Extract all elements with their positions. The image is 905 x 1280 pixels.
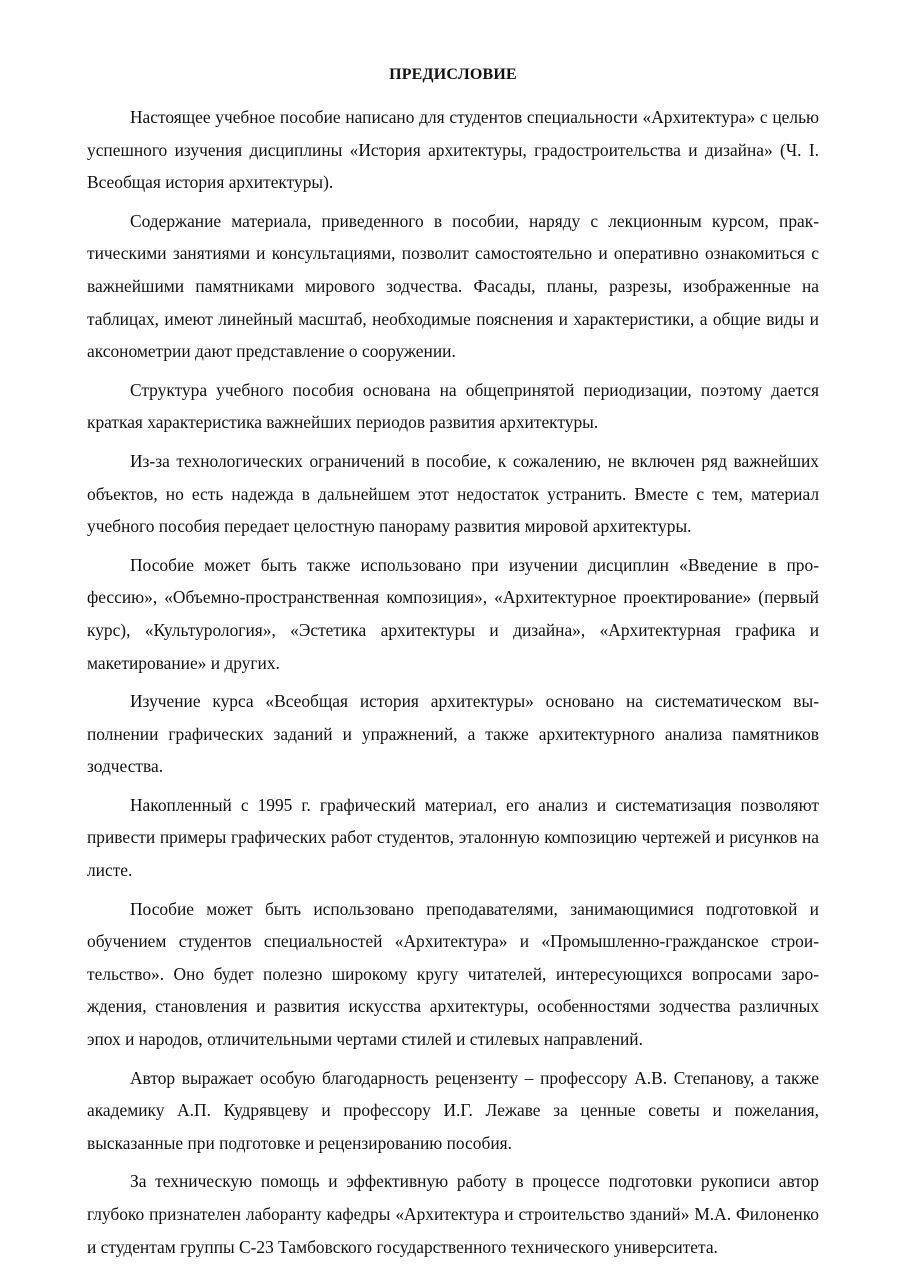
paragraph-other-disciplines: Пособие может быть также использовано при изучении дисциплин «Введение в профессию», «Объемно-пространственная композиция», «Архитектурное проектирование» (первый курс), «Культурология», «Эстетика архитектуры и дизайна», «Архитектурная графика и макетирование» и других. (87, 554, 819, 673)
page-title: ПРЕДИСЛОВИЕ (389, 66, 517, 83)
paragraph-structure: Структура учебного пособия основана на общепринятой периодизации, поэтому дается краткая характеристика важнейших периодов развития архитектуры. (87, 379, 819, 433)
paragraph-graphic-material: Накопленный с 1995 г. графический материал, его анализ и систематизация позволяют привести примеры графических работ студентов, эталонную композицию чертежей и рисунков на листе. (87, 794, 819, 881)
paragraph-audience: Пособие может быть использовано преподавателями, занимающимися подготовкой и обучением студентов специальностей «Архитектура» и «Промышленно-гражданское строительство». Оно будет полезно широкому кругу читателей, интересующихся вопросами зарождения, становления и развития искусства архитектуры, особенностями зодчества различных эпох и народов, отличительными чертами стилей и стилевых направлений. (87, 898, 819, 1050)
paragraph-course-study: Изучение курса «Всеобщая история архитектуры» основано на систематическом выполнении графических заданий и упражнений, а также архитектурного анализа памятников зодчества. (87, 691, 819, 777)
paragraph-acknowledgements-reviewers: Автор выражает особую благодарность рецензенту – профессору А.В. Степанову, а также академику А.П. Кудрявцеву и профессору И.Г. Лежаве за ценные советы и пожелания, высказанные при подготовке и рецензированию пособия. (87, 1067, 819, 1153)
paragraph-limitations: Из-за технологических ограничений в пособие, к сожалению, не включен ряд важнейших объектов, но есть надежда в дальнейшем этот недостаток устранить. Вместе с тем, материал учебного пособия передает целостную панораму развития мировой архитектуры. (87, 450, 819, 537)
paragraph-acknowledgements-technical: За техническую помощь и эффективную работу в процессе подготовки рукописи автор глубоко признателен лаборанту кафедры «Архитектура и строительство зданий» М.А. Филоненко и студентам группы С-23 Тамбовского государственного технического университета. (87, 1171, 819, 1257)
paragraph-purpose: Настоящее учебное пособие написано для студентов специальности «Архитектура» с целью успешного изучения дисциплины «История архитектуры, градостроительства и дизайна» (Ч. I. Всеобщая история архитектуры). (87, 107, 819, 193)
paragraph-content: Содержание материала, приведенного в пособии, наряду с лекционным курсом, практическими занятиями и консультациями, позволит самостоятельно и оперативно ознакомиться с важнейшими памятниками мирового зодчества. Фасады, планы, разрезы, изображенные на таблицах, имеют линейный масштаб, необходимые пояснения и характеристики, а общие виды и аксонометрии дают представление о сооружении. (87, 210, 819, 362)
